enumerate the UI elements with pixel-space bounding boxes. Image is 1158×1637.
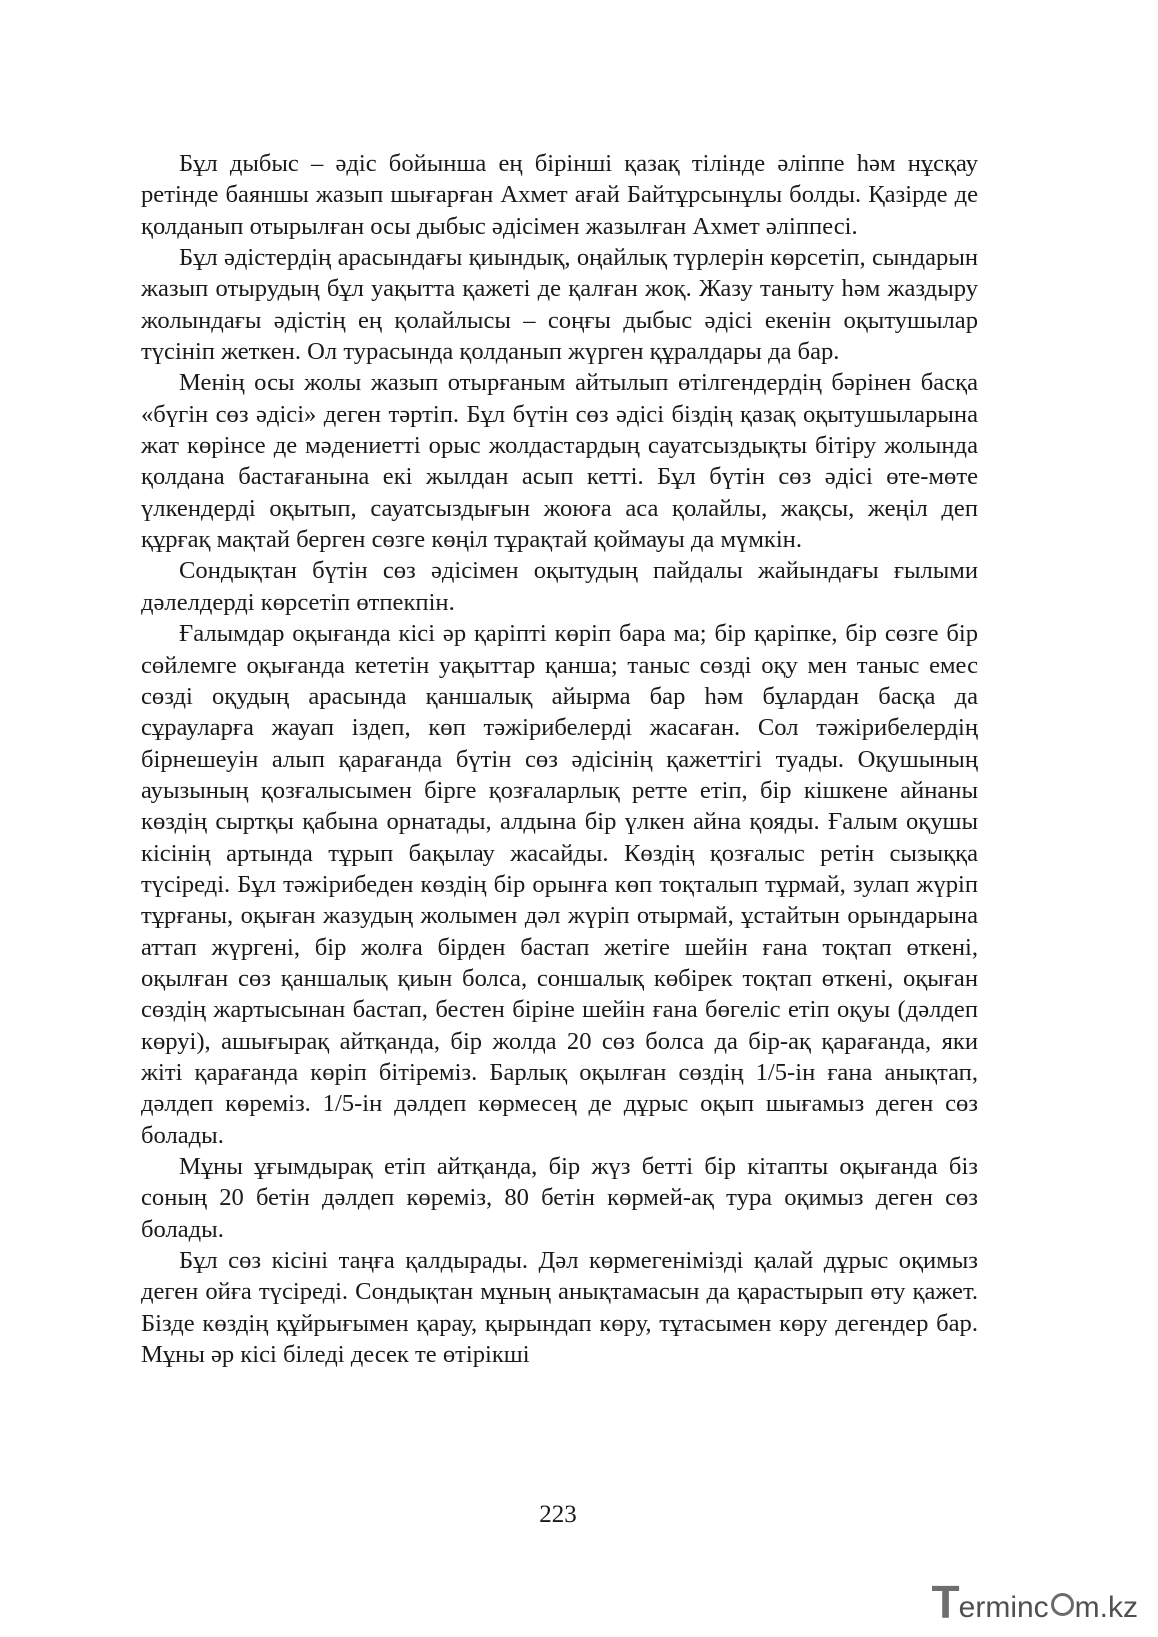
page-number: 223 xyxy=(539,1501,577,1528)
termincom-watermark-logo xyxy=(931,1576,1138,1628)
paragraph: Ғалымдар оқығанда кісі әр қаріпті көріп бара ма; бір қаріпке, бір сөзге бір сөйлемге оқығанда кететін уақыттар қанша; таныс сөзді оқу мен таныс емес сөзді оқудың арасында қаншалық айырма бар һәм бұлардан басқа да сұрауларға жауап іздеп, көп тәжірибелерді жасаған. Сол тәжірибелердің бірнешеуін алып қарағанда бүтін сөз әдісінің қажеттігі туады. Оқушының ауызының қозғалысымен бірге қозғаларлық ретте етіп, бір кішкене айнаны көздің сыртқы қабына орнатады, алдына бір үлкен айна қояды. Ғалым оқушы кісінің артында тұрып бақылау жасайды. Көздің қозғалыс ретін сызыққа түсіреді. Бұл тәжірибеден көздің бір орынға көп тоқталып тұрмай, зулап жүріп тұрғаны, оқыған жазудың жолымен дәл жүріп отырмай, ұстайтын орындарына аттап жүргені, бір жолға бірден бастап жетіге шейін ғана тоқтап өткені, оқылған сөз қаншалық қиын болса, соншалық көбірек тоқтап өткені, оқыған сөздің жартысынан бастап, бестен біріне шейін ғана бөгеліс етіп оқуы (дәлдеп көруі), ашығырақ айтқанда, бір жолда 20 сөз болса да бір-ақ қарағанда, яки жіті қарағанда көріп бітіреміз. Барлық оқылған сөздің 1/5-ін ғана анықтап, дәлдеп көреміз. 1/5-ін дәлдеп көрмесең де дұрыс оқып шығамыз деген сөз болады. xyxy=(141,620,978,1149)
paragraph: Сондықтан бүтін сөз әдісімен оқытудың пайдалы жайындағы ғылыми дәлелдерді көрсетіп өтпекпін. xyxy=(141,557,978,616)
watermark-text xyxy=(959,1591,1138,1625)
body-text xyxy=(141,148,978,1370)
paragraph: Менің осы жолы жазып отырғаным айтылып өтілгендердің бәрінен басқа «бүгін сөз әдісі» деген тәртіп. Бұл бүтін сөз әдісі біздің қазақ оқытушыларына жат көрінсе де мәдениетті орыс жолдастардың сауатсыздықты бітіру жолында қолдана бастағанына екі жылдан асып кетті. Бұл бүтін сөз әдісі өте-мөте үлкендерді оқытып, сауатсыздығын жоюға аса қолайлы, жақсы, жеңіл деп құрғақ мақтай берген сөзге көңіл тұрақтай қоймауы да мүмкін. xyxy=(141,369,978,554)
watermark-letter-t: T xyxy=(931,1576,958,1628)
paragraph: Бұл дыбыс – әдіс бойынша ең бірінші қазақ тілінде әліппе һәм нұсқау ретінде баяншы жазып шығарған Ахмет ағай Байтұрсынұлы болды. Қазірде де қолданып отырылған осы дыбыс әдісімен жазылған Ахмет әліппесі. xyxy=(141,150,978,240)
paragraph: Бұл әдістердің арасындағы қиындық, оңайлық түрлерін көрсетіп, сындарын жазып отырудың бұл уақытта қажеті де қалған жоқ. Жазу таныту һәм жаздыру жолындағы әдістің ең қолайлысы – соңғы дыбыс әдісі екенін оқытушылар түсініп жеткен. Ол турасында қолданып жүрген құралдары да бар. xyxy=(141,244,978,366)
watermark-end: m.kz xyxy=(1074,1591,1138,1624)
watermark-o-icon xyxy=(1051,1593,1074,1616)
paragraph: Бұл сөз кісіні таңға қалдырады. Дәл көрмегенімізді қалай дұрыс оқимыз деген ойға түсіреді. Сондықтан мұның анықтамасын да қарастырып өту қажет. Бізде көздің құйрығымен қарау, қырындап көру, тұтасымен көру дегендер бар. Мұны әр кісі біледі десек те өтірікші xyxy=(141,1247,978,1369)
watermark-middle: erminc xyxy=(958,1591,1049,1624)
paragraph: Мұны ұғымдырақ етіп айтқанда, бір жүз бетті бір кітапты оқығанда біз соның 20 бетін дәлдеп көреміз, 80 бетін көрмей-ақ тура оқимыз деген сөз болады. xyxy=(141,1153,978,1243)
